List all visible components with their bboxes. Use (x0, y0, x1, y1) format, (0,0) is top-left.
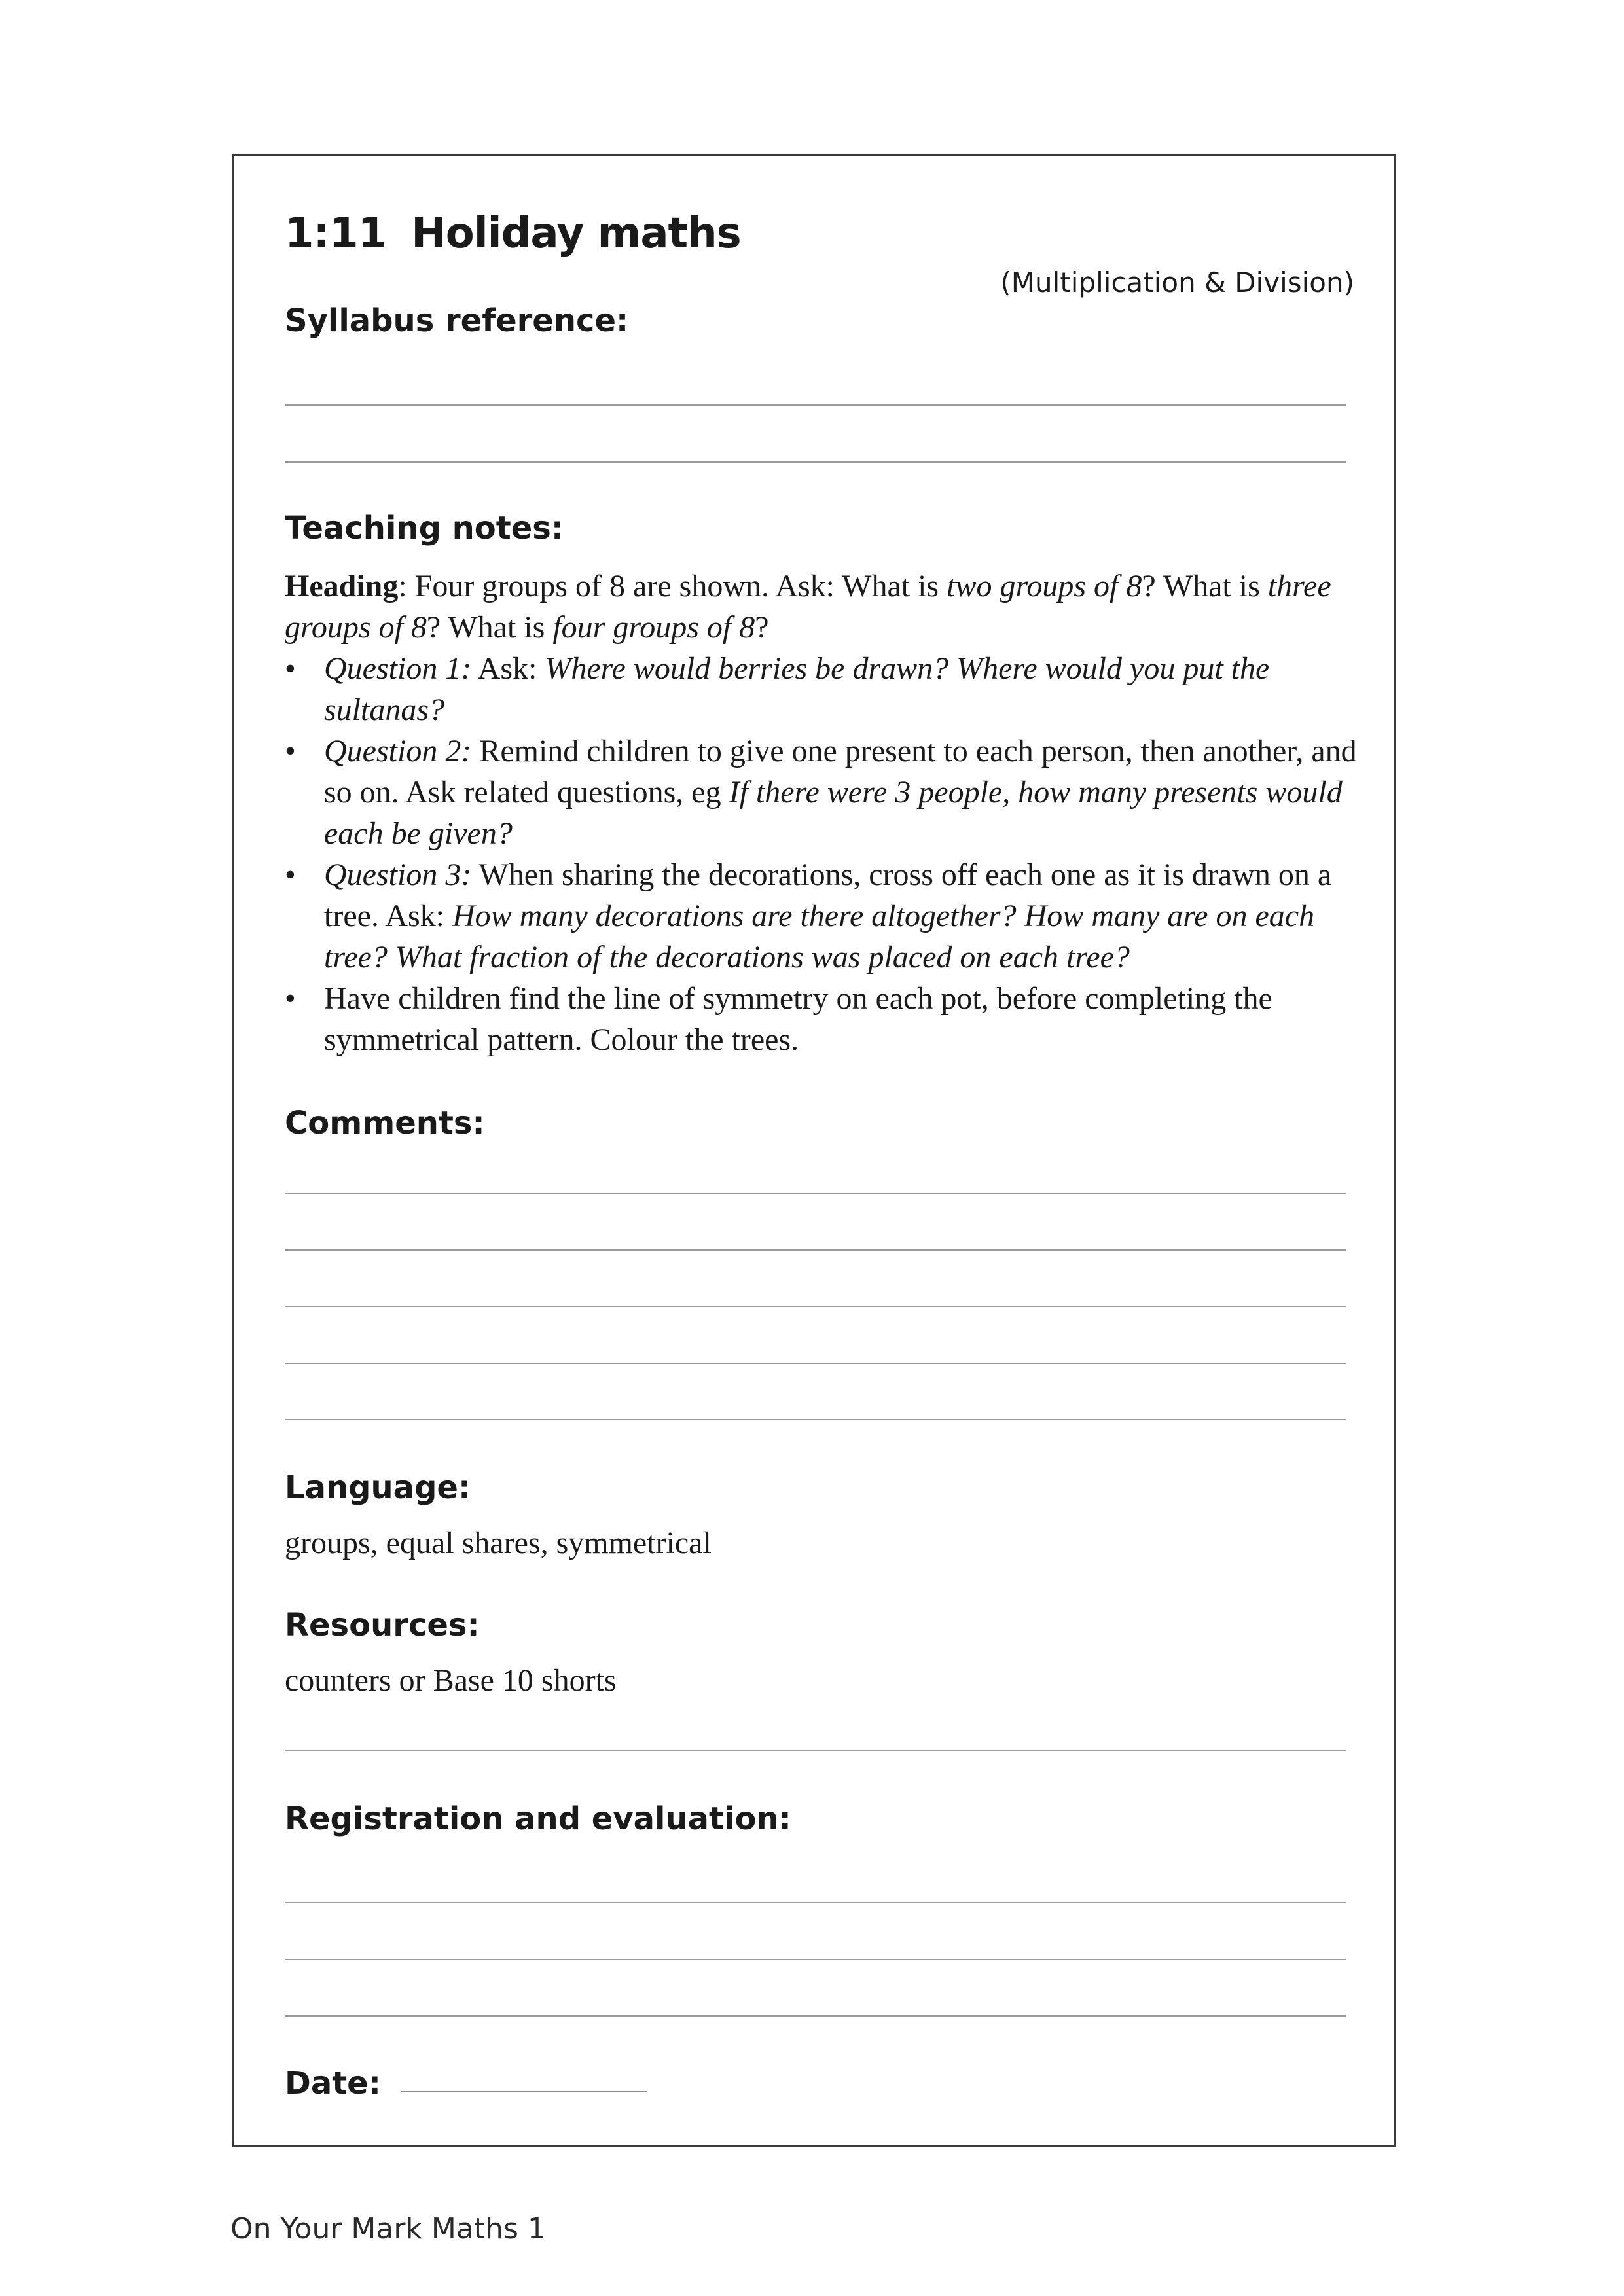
list-item (285, 978, 1358, 1060)
intro-text: ? What is (426, 610, 553, 645)
comments-line-1[interactable] (285, 1193, 1346, 1194)
list-item (285, 730, 1358, 854)
syllabus-line-2[interactable] (285, 461, 1346, 463)
comments-line-4[interactable] (285, 1363, 1346, 1364)
bullet-icon: • (285, 981, 296, 1016)
registration-line-3[interactable] (285, 2015, 1346, 2017)
page-title (285, 209, 741, 258)
notes-list (285, 648, 1358, 1060)
bullet-icon: • (285, 857, 296, 892)
list-item (285, 854, 1358, 978)
language-heading: Language: (285, 1469, 471, 1506)
lesson-title: Holiday maths (411, 209, 741, 258)
comments-line-2[interactable] (285, 1249, 1346, 1251)
question-text: When sharing the decorations, cross off each one as it is drawn on a tree. Ask: (324, 857, 1332, 933)
question-text: Ask: (471, 651, 545, 686)
syllabus-heading: Syllabus reference: (285, 302, 629, 339)
page-footer: On Your Mark Maths 1 (230, 2212, 546, 2246)
intro-text: ? (755, 610, 769, 645)
teaching-notes (285, 565, 1358, 1060)
language-text: groups, equal shares, symmetrical (285, 1526, 712, 1560)
question-label: Question 2: (324, 734, 472, 768)
question-label: Question 1: (324, 651, 472, 686)
syllabus-line-1[interactable] (285, 404, 1346, 406)
intro-italic: four groups of 8 (552, 610, 755, 645)
teaching-notes-heading: Teaching notes: (285, 510, 564, 547)
intro-text: ? What is (1142, 569, 1268, 603)
resources-text: counters or Base 10 shorts (285, 1663, 617, 1698)
question-text: Remind children to give one present to each person, then another, and so on. Ask related questions, eg (324, 734, 1357, 810)
list-item (285, 648, 1358, 730)
registration-heading: Registration and evaluation: (285, 1801, 791, 1837)
topic-subtitle: (Multiplication & Division) (1000, 266, 1354, 298)
comments-line-5[interactable] (285, 1419, 1346, 1420)
intro-italic: three groups of 8 (285, 569, 1331, 645)
page-border (232, 154, 1396, 2147)
notes-intro (285, 565, 1358, 648)
question-italic: If there were 3 people, how many presents would each be given? (324, 775, 1343, 851)
comments-heading: Comments: (285, 1105, 485, 1141)
resources-heading: Resources: (285, 1607, 480, 1643)
question-text: Have children find the line of symmetry on each pot, before completing the symmetrical pattern. Colour the trees. (324, 981, 1272, 1057)
bullet-icon: • (285, 734, 296, 768)
registration-line-1[interactable] (285, 1902, 1346, 1903)
question-italic: How many decorations are there altogether? How many are on each tree? What fraction of the decorations was placed on each tree? (324, 899, 1315, 975)
registration-line-2[interactable] (285, 1959, 1346, 1960)
resources-line[interactable] (285, 1750, 1346, 1751)
lesson-number: 1:11 (285, 209, 387, 258)
intro-italic: two groups of 8 (947, 569, 1142, 603)
question-italic: Where would berries be drawn? Where would you put the sultanas? (324, 651, 1270, 727)
date-heading: Date: (285, 2065, 381, 2102)
question-label: Question 3: (324, 857, 472, 892)
bullet-icon: • (285, 651, 296, 686)
comments-line-3[interactable] (285, 1306, 1346, 1307)
intro-label: Heading (285, 569, 399, 603)
date-field-line[interactable] (401, 2091, 647, 2092)
intro-text: : Four groups of 8 are shown. Ask: What is (398, 569, 947, 603)
